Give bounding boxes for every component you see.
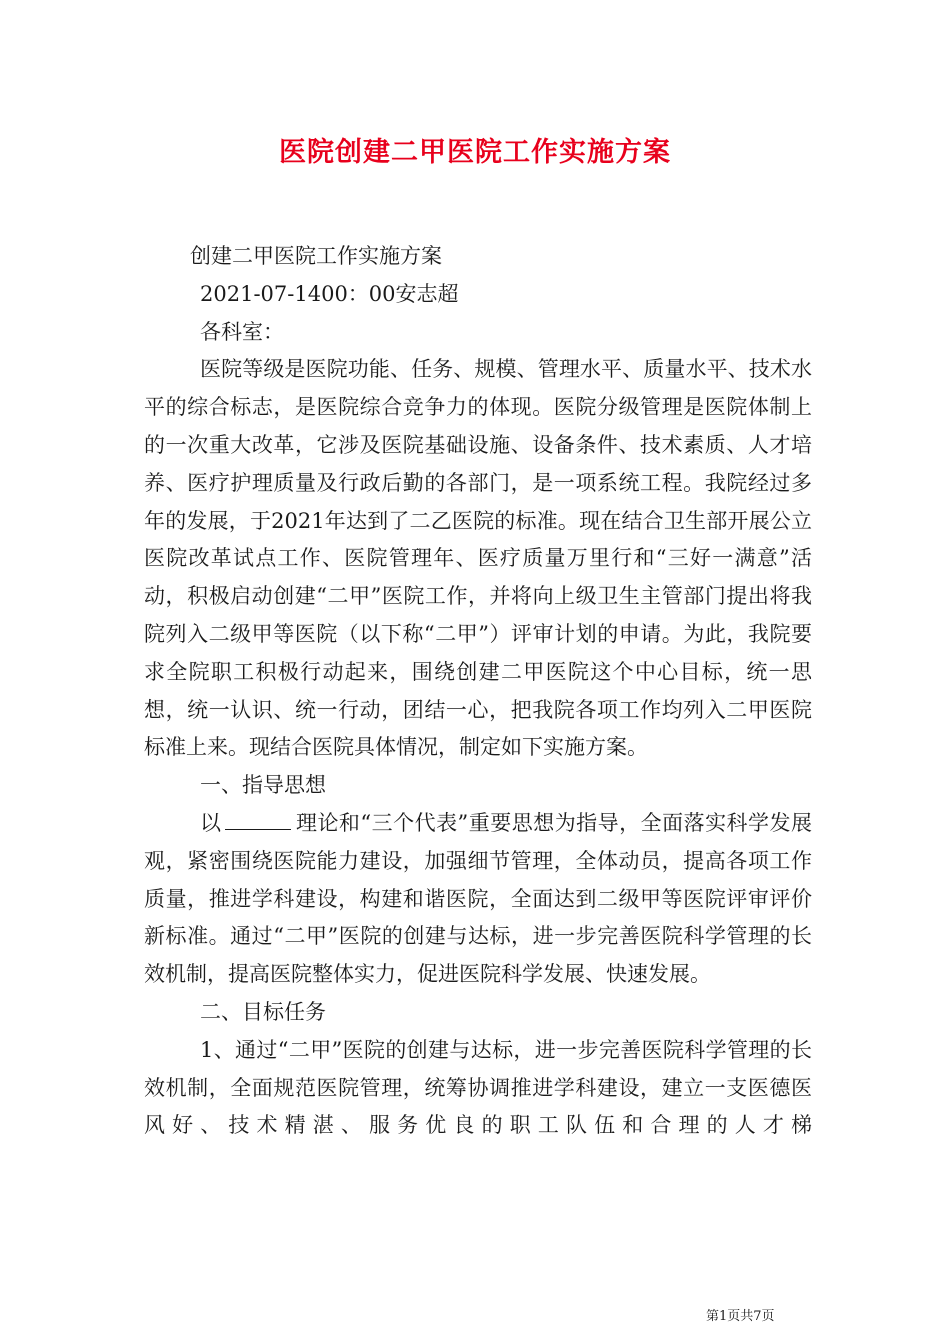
section1-paragraph	[144, 805, 812, 994]
section1-body: 理论和“三个代表”重要思想为指导，全面落实科学发展观，紧密围绕医院能力建设，加强细节管理，全体动员，提高各项工作质量，推进学科建设，构建和谐医院，全面达到二级甲等医院评审评价新标准。通过“二甲”医院的创建与达标，进一步完善医院科学管理的长效机制，提高医院整体实力，促进医院科学发展、快速发展。	[144, 810, 812, 987]
page-footer: 第1页共7页	[706, 1309, 775, 1324]
document-body	[144, 238, 812, 1145]
salutation-line: 各科室：	[200, 319, 284, 344]
document-title: 医院创建二甲医院工作实施方案	[279, 137, 671, 168]
date-author-line: 2021-07-1400：00安志超	[200, 281, 459, 306]
section1-prefix: 以	[200, 810, 222, 835]
subtitle-line: 创建二甲医院工作实施方案	[190, 244, 442, 268]
section2-item1: 1、通过“二甲”医院的创建与达标，进一步完善医院科学管理的长效机制，全面规范医院管理，统筹协调推进学科建设，建立一支医德医风好、技术精湛、服务优良的职工队伍和合理的人才梯	[144, 1037, 812, 1138]
fill-in-blank	[225, 809, 291, 830]
intro-paragraph: 医院等级是医院功能、任务、规模、管理水平、质量水平、技术水平的综合标志，是医院综合竞争力的体现。医院分级管理是医院体制上的一次重大改革，它涉及医院基础设施、设备条件、技术素质、人才培养、医疗护理质量及行政后勤的各部门，是一项系统工程。我院经过多年的发展，于2021年达到了二乙医院的标准。现在结合卫生部开展公立医院改革试点工作、医院管理年、医疗质量万里行和“三好一满意”活动，积极启动创建“二甲”医院工作，并将向上级卫生主管部门提出将我院列入二级甲等医院（以下称“二甲”）评审计划的申请。为此，我院要求全院职工积极行动起来，围绕创建二甲医院这个中心目标，统一思想，统一认识、统一行动，团结一心，把我院各项工作均列入二甲医院标准上来。现结合医院具体情况，制定如下实施方案。	[144, 357, 812, 760]
section2-heading: 二、目标任务	[200, 999, 326, 1024]
section1-heading: 一、指导思想	[200, 773, 326, 798]
